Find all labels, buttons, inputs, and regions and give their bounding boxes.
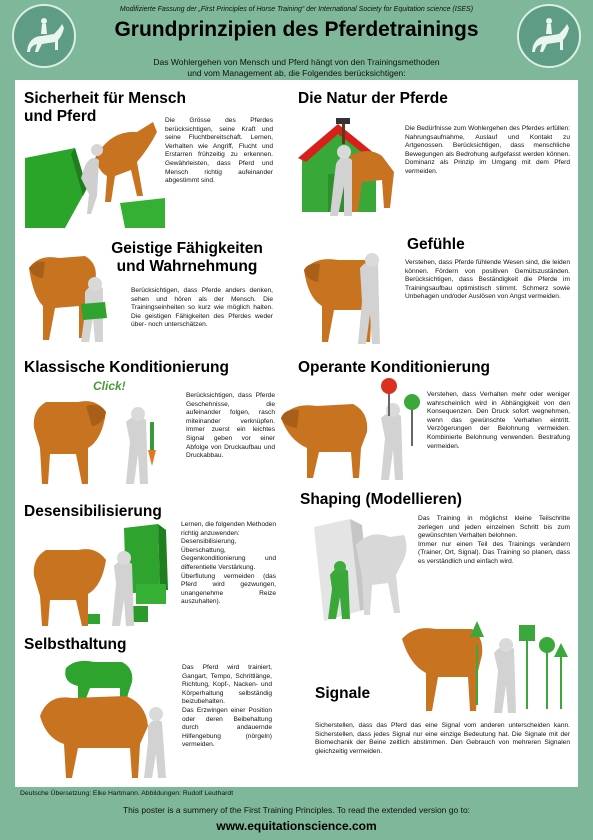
illustration-sicherheit xyxy=(25,118,165,228)
ises-logo-right xyxy=(517,4,581,68)
title-line: Sicherheit für Mensch xyxy=(24,90,186,107)
section-text-signale: Sicherstellen, dass das Pferd das eine Signal vom anderen unterscheiden kann. Sicherstellen, dass jedes Signal nur eine einzige Bedeutung hat. Die Signale mit der Biomechanik der Beine zeitlich abstimmen. Den Gebrauch von mehreren Signalen gleichzeitig vermeiden. xyxy=(315,722,570,755)
desens-methods: Desensibilisierung, Überschattung, Gegenkonditionierung und differentielle Verstärkung. xyxy=(181,538,276,571)
illustration-klassisch xyxy=(26,392,186,487)
illustration-signale xyxy=(398,617,568,717)
rider-icon xyxy=(519,6,579,66)
desens-intro: Lernen, die folgenden Methoden richtig anzuwenden: xyxy=(181,521,276,537)
title-line: Geistige Fähigkeiten xyxy=(111,240,263,257)
title-line: und Wahrnehmung xyxy=(116,258,258,275)
section-text-gefuehle: Verstehen, dass Pferde fühlende Wesen sind, die leiden können. Fördern von positiven Gemütszuständen. Berücksichtigen, dass Beständigkeit die Pferde im Trainingsaufbau optimistisch stimmt. Schmerz sowie Unbehagen und/oder Auslösen von Angst vermeiden. xyxy=(405,259,570,301)
credits: Deutsche Übersetzung: Elke Hartmann. Abbildungen: Rudolf Leuthardt xyxy=(20,790,234,797)
section-title-operant: Operante Konditionierung xyxy=(298,359,491,376)
poster-intro xyxy=(60,57,533,79)
intro-line-1: Das Wohlergehen von Mensch und Pferd hängt von den Trainingsmethoden xyxy=(153,57,440,67)
section-text-shaping xyxy=(418,515,570,567)
section-text-selbst xyxy=(182,664,272,750)
title-line: und Pferd xyxy=(24,108,97,125)
ises-logo-left xyxy=(12,4,76,68)
section-title-geistige xyxy=(102,240,272,276)
shaping-text-2: Immer nur einen Teil des Trainings verändern (Trainer, Ort, Signal). Das Training so planen, dass es verständlich und einfach wird. xyxy=(418,540,570,565)
poster-title: Grundprinzipien des Pferdetrainings xyxy=(114,18,479,41)
selbst-text-2: Das Erzwingen einer Position oder deren Beibehaltung durch andauernde Hilfengebung (nörgeln) vermeiden. xyxy=(182,706,272,749)
section-text-desens xyxy=(181,521,276,607)
summary-note: This poster is a summery of the First Training Principles. To read the extended version go to: xyxy=(122,805,471,815)
rider-icon xyxy=(14,6,74,66)
illustration-geistige xyxy=(25,248,123,343)
section-title-natur: Die Natur der Pferde xyxy=(298,90,448,107)
section-title-desens: Desensibilisierung xyxy=(24,503,162,520)
section-text-natur: Die Bedürfnisse zum Wohlergehen des Pferdes erfüllen: Nahrungsaufnahme, Auslauf und Kontakt zu Artgenossen. Berücksichtigen, dass menschliche Bewegungen als Bedrohung aufgefasst werden können. Dominanz als Prinzip im Umgang mit dem Pferd vermeiden. xyxy=(405,125,570,175)
section-title-selbst: Selbsthaltung xyxy=(24,636,127,653)
desens-rest: Überflutung vermeiden (das Pferd wird gezwungen, unangenehme Reize auszuhalten). xyxy=(181,572,276,606)
section-title-shaping: Shaping (Modellieren) xyxy=(300,491,462,508)
section-title-signale: Signale xyxy=(315,685,371,702)
illustration-natur xyxy=(298,116,403,221)
illustration-operant xyxy=(273,378,423,483)
shaping-text-1: Das Training in möglichst kleine Teilschritte zerlegen und jeden einzelnen Schritt bis zum gewünschten Verhalten belohnen. xyxy=(418,515,570,540)
section-title-gefuehle: Gefühle xyxy=(407,236,465,253)
intro-line-2: und vom Management ab, die Folgendes berücksichtigen: xyxy=(187,68,406,78)
illustration-gefuehle xyxy=(298,248,398,348)
section-text-sicherheit: Die Grösse des Pferdes berücksichtigen, seine Kraft und seine Fluchtbereitschaft. Lernen, Verhalten wie Angriff, Flucht und Erstarren frühzeitig zu erkennen. Gewährleisten, dass Pferd und Mensch richtig aufeinander abgestimmt sind. xyxy=(165,117,273,185)
illustration-shaping xyxy=(300,515,415,625)
section-text-operant: Verstehen, dass Verhalten mehr oder weniger wahrscheinlich wird in Abhängigkeit von den Konsequenzen. Den Druck sofort wegnehmen, wenn das gewünschte Verhalten eintritt. Verzögerungen der Belohnung vermeiden. Kombinierte Belohnung verwenden. Bestrafung vermeiden. xyxy=(427,391,570,450)
poster-attribution: Modifizierte Fassung der „First Principles of Horse Training“ der International Society for Equitation science (ISES) xyxy=(119,6,474,13)
click-label: Click! xyxy=(93,379,126,393)
section-text-geistige: Berücksichtigen, dass Pferde anders denken, sehen und hören als der Mensch. Die Trainingseinheiten so kurz wie möglich halten. Die geistigen Fähigkeiten des Pferdes weder über- noch unterschätzen. xyxy=(131,287,273,329)
website-link[interactable]: www.equitationscience.com xyxy=(216,819,377,833)
illustration-desens xyxy=(26,520,176,630)
illustration-selbst xyxy=(36,656,176,781)
section-text-klassisch: Berücksichtigen, dass Pferde Geschehnisse, die aufeinander folgen, rasch miteinander verknüpfen. Immer zuerst ein leichtes Signal geben vor einer Abfolge von Druckaufbau und Druckabbau. xyxy=(186,392,275,460)
section-title-klassisch: Klassische Konditionierung xyxy=(24,359,229,376)
selbst-text-1: Das Pferd wird trainiert, Gangart, Tempo, Schrittlänge, Richtung, Kopf-, Nacken- und Körperhaltung selbständig beizubehalten. xyxy=(182,664,272,706)
